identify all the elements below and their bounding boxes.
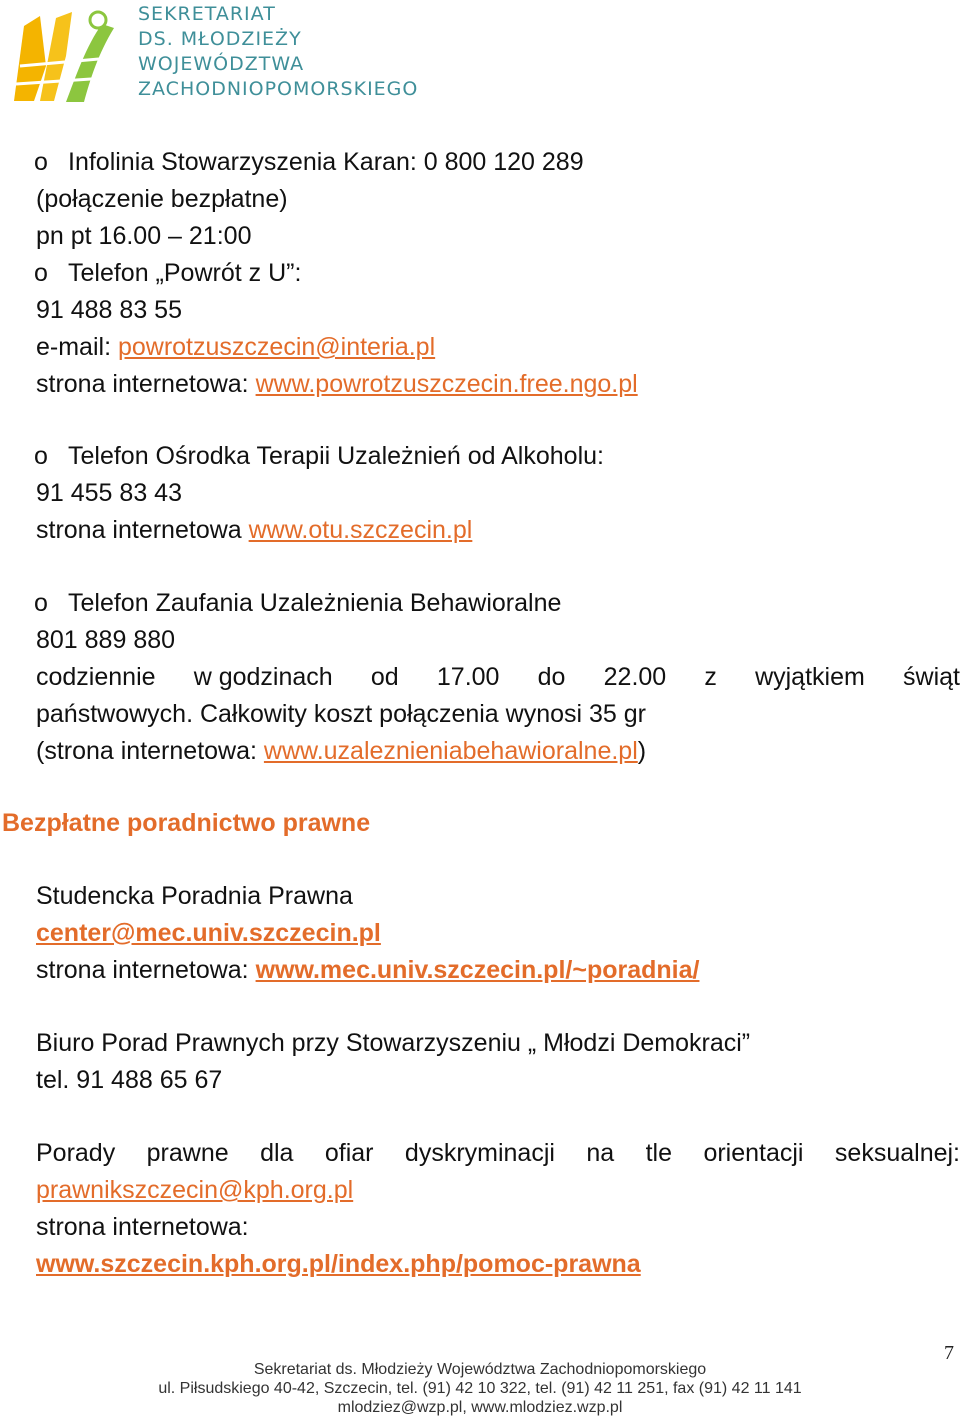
spp-email-line [36, 916, 381, 950]
karan-note: (połączenie bezpłatne) [36, 185, 288, 213]
logo-icon [6, 6, 126, 106]
powrot-title: o Telefon „Powrót z U”: [0, 256, 301, 290]
spp-name: Studencka Poradnia Prawna [36, 882, 353, 910]
md-name: Biuro Porad Prawnych przy Stowarzyszeniu „ Młodzi Demokraci” [36, 1029, 751, 1057]
beh-title: o Telefon Zaufania Uzależnienia Behawioralne [0, 586, 561, 620]
otu-phone: 91 455 83 43 [36, 479, 182, 507]
spp-www-link[interactable]: www.mec.univ.szczecin.pl/~poradnia/ [255, 956, 700, 984]
spp-www-line: strona internetowa: www.mec.univ.szczecin.pl/~poradnia/ [36, 956, 700, 984]
beh-phone: 801 889 880 [36, 626, 176, 654]
organization-name [138, 2, 418, 102]
bullet: o [34, 589, 48, 617]
bullet: o [34, 259, 48, 287]
legal-heading: Bezpłatne poradnictwo prawne [2, 809, 371, 837]
beh-www-link[interactable]: www.uzaleznieniabehawioralne.pl [263, 737, 638, 765]
footer-address: ul. Piłsudskiego 40-42, Szczecin, tel. (91) 42 10 322, tel. (91) 42 11 251, fax (91) 42 11 141 [158, 1380, 802, 1397]
powrot-email-link[interactable]: powrotzuszczecin@interia.pl [117, 333, 436, 361]
karan-title: o Infolinia Stowarzyszenia Karan: 0 800 120 289 [0, 145, 584, 179]
kph-www-link[interactable]: www.szczecin.kph.org.pl/index.php/pomoc-prawna [36, 1250, 641, 1278]
kph-email-line [36, 1173, 353, 1207]
kph-www-line [36, 1247, 641, 1281]
kph-intro: Porady prawne dla ofiar dyskryminacji na tle orientacji seksualnej: [36, 1139, 960, 1167]
footer-contact: mlodziez@wzp.pl, www.mlodziez.wzp.pl [337, 1399, 623, 1416]
otu-title: o Telefon Ośrodka Terapii Uzależnień od Alkoholu: [0, 439, 604, 473]
org-line: WOJEWÓDZTWA [138, 53, 305, 75]
beh-hours-cont: państwowych. Całkowity koszt połączenia wynosi 35 gr [36, 700, 646, 728]
page-footer [0, 1360, 960, 1417]
powrot-www-link[interactable]: www.powrotzuszczecin.free.ngo.pl [255, 370, 638, 398]
beh-www-line: (strona internetowa: www.uzaleznieniabehawioralne.pl) [36, 737, 647, 765]
powrot-www-line: strona internetowa: www.powrotzuszczecin.free.ngo.pl [36, 370, 638, 398]
page-header [0, 0, 960, 110]
otu-www-link[interactable]: www.otu.szczecin.pl [248, 516, 473, 544]
otu-www-line: strona internetowa www.otu.szczecin.pl [36, 516, 473, 544]
footer-org: Sekretariat ds. Młodzieży Województwa Zachodniopomorskiego [253, 1361, 707, 1378]
beh-hours: codziennie w godzinach od 17.00 do 22.00 z wyjątkiem świąt [36, 663, 960, 691]
org-line: DS. MŁODZIEŻY [138, 28, 302, 50]
bullet: o [34, 442, 48, 470]
powrot-email-line: e-mail: powrotzuszczecin@interia.pl [36, 333, 436, 361]
md-phone: tel. 91 488 65 67 [36, 1066, 223, 1094]
kph-www-label: strona internetowa: [36, 1213, 249, 1241]
spp-email-link[interactable]: center@mec.univ.szczecin.pl [36, 919, 381, 947]
kph-email-link[interactable]: prawnikszczecin@kph.org.pl [36, 1176, 354, 1204]
org-line: ZACHODNIOPOMORSKIEGO [138, 78, 419, 100]
bullet: o [34, 148, 48, 176]
org-line: SEKRETARIAT [138, 3, 276, 25]
karan-hours: pn pt 16.00 – 21:00 [36, 222, 252, 250]
powrot-phone: 91 488 83 55 [36, 296, 182, 324]
page-number: 7 [944, 1342, 954, 1364]
